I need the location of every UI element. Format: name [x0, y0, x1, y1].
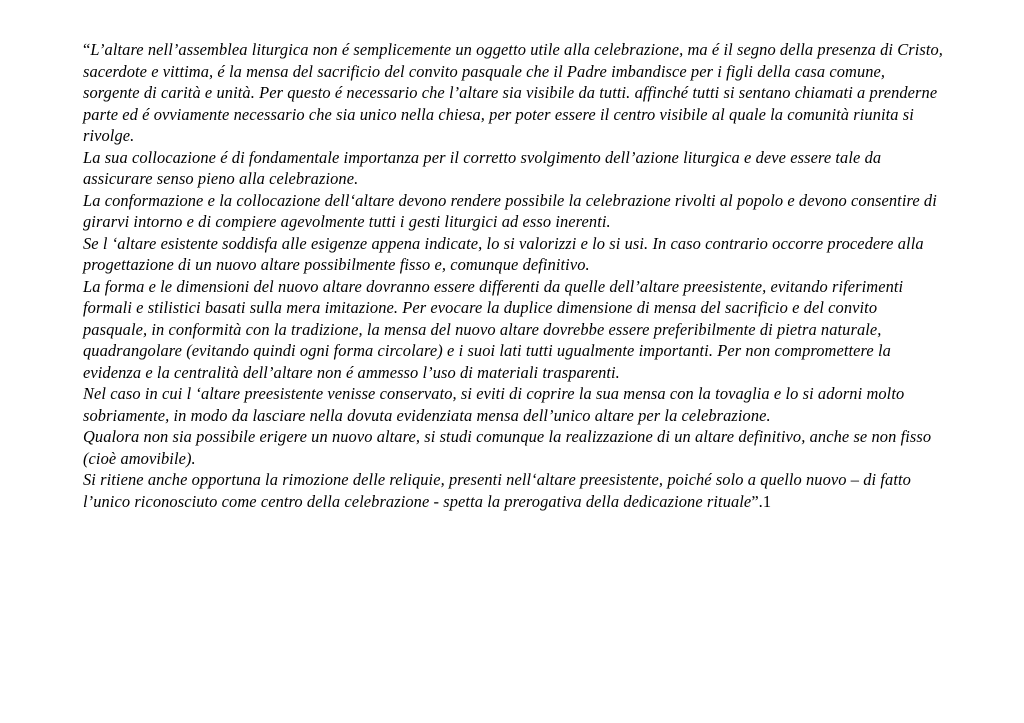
paragraph-3: La conformazione e la collocazione dell‘altare devono rendere possibile la celebrazione rivolti al popolo e devono consentire di girarvi intorno e di compiere agevolmente tutti i gesti liturgici ad esso inerenti.: [83, 190, 937, 231]
opening-quote-mark: “: [83, 40, 91, 59]
closing-quote-mark: ”.: [751, 491, 763, 511]
footnote-reference: 1: [762, 491, 772, 511]
paragraph-1: [83, 39, 943, 147]
quoted-text-block: [83, 39, 943, 512]
paragraph-7: Qualora non sia possibile erigere un nuovo altare, si studi comunque la realizzazione di un altare definitivo, anche se non fisso (cioè amovibile).: [83, 427, 932, 468]
paragraph-6: Nel caso in cui l ‘altare preesistente venisse conservato, si eviti di coprire la sua mensa con la tovaglia e lo si adorni molto sobriamente, in modo da lasciare nella dovuta evidenziata mensa dell’unico altare per la celebrazione.: [83, 384, 905, 425]
paragraph-5: La forma e le dimensioni del nuovo altare dovranno essere differenti da quelle dell’altare preesistente, evitando riferimenti formali e stilistici basati sulla mera imitazione. Per evocare la duplice dimensione di mensa del sacrificio e del convito pasquale, in conformità con la tradizione, la mensa del nuovo altare dovrebbe essere preferibilmente di pietra naturale, quadrangolare (evitando quindi ogni forma circolare) e i suoi lati tutti ugualmente importanti. Per non compromettere la evidenza e la centralità dell’altare non é ammesso l’uso di materiali trasparenti.: [83, 276, 904, 382]
paragraph-1-text: L’altare nell’assemblea liturgica non é semplicemente un oggetto utile alla celebrazione, ma é il segno della presenza di Cristo, sacerdote e vittima, é la mensa del sacrificio del convito pasquale che il Padre imbandisce per i figli della casa comune, sorgente di carità e unità. Per questo é necessario che l’altare sia visibile da tutti. affinché tutti si sentano chiamati a prenderne parte ed é ovviamente necessario che sia unico nella chiesa, per poter essere il centro visibile al quale la comunità riunita si rivolge.: [83, 40, 944, 145]
paragraph-8-text: Si ritiene anche opportuna la rimozione delle reliquie, presenti nell‘altare preesistente, poiché solo a quello nuovo – di fatto l’unico riconosciuto come centro della celebrazione - spetta la prerogativa della dedicazione rituale: [83, 470, 911, 511]
paragraph-8: [83, 469, 943, 512]
paragraph-4: Se l ‘altare esistente soddisfa alle esigenze appena indicate, lo si valorizzi e lo si usi. In caso contrario occorre procedere alla progettazione di un nuovo altare possibilmente fisso e, comunque definitivo.: [83, 233, 924, 274]
paragraph-2: La sua collocazione é di fondamentale importanza per il corretto svolgimento dell’azione liturgica e deve essere tale da assicurare senso pieno alla celebrazione.: [83, 147, 882, 188]
